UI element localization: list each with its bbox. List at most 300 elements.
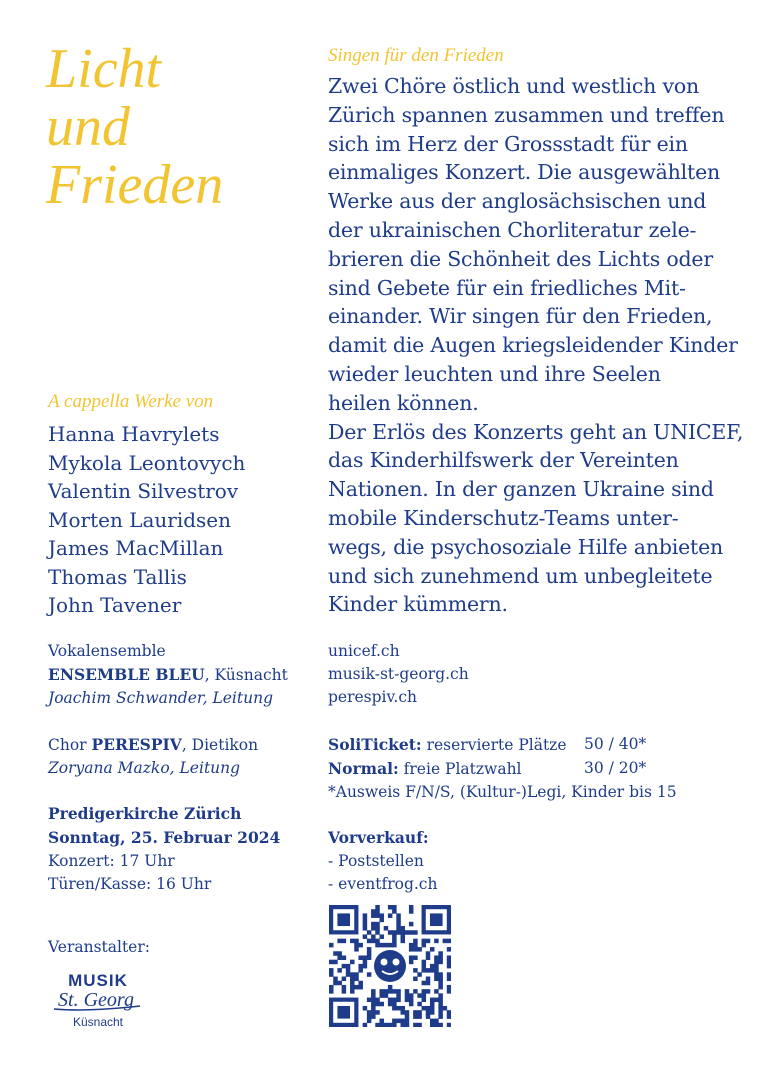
soli-label: SoliTicket: xyxy=(328,735,422,754)
qr-module xyxy=(333,977,338,982)
qr-module xyxy=(422,964,427,969)
qr-module xyxy=(413,939,418,944)
intro-line: sich im Herz der Grossstadt für ein xyxy=(328,131,688,156)
intro-line: Zwei Chöre östlich und westlich von xyxy=(328,74,700,98)
qr-module xyxy=(447,977,451,982)
frog-icon xyxy=(374,950,406,982)
qr-module xyxy=(350,972,355,977)
qr-module xyxy=(430,964,435,969)
qr-module xyxy=(375,913,380,918)
ticket-row-soli xyxy=(328,733,677,757)
qr-module xyxy=(388,985,393,990)
qr-module xyxy=(409,1002,414,1007)
qr-module xyxy=(371,926,376,931)
qr-module xyxy=(358,981,363,986)
normal-price: 30 / 20* xyxy=(584,759,647,777)
logo-mid-text: St. Georg xyxy=(58,989,134,1011)
qr-module xyxy=(350,960,355,965)
qr-module xyxy=(371,913,376,918)
qr-module xyxy=(392,1006,397,1011)
qr-module xyxy=(405,1019,410,1024)
qr-module xyxy=(417,947,422,952)
qr-module xyxy=(413,1010,418,1015)
qr-finder-center xyxy=(337,913,350,926)
qr-module xyxy=(367,955,372,960)
qr-module xyxy=(363,922,368,927)
qr-module xyxy=(375,926,380,931)
qr-module xyxy=(358,943,363,948)
presale-item-eventfrog[interactable]: - eventfrog.ch xyxy=(328,875,438,893)
links-list xyxy=(328,640,469,709)
qr-module xyxy=(350,977,355,982)
presale-heading: Vorverkauf: xyxy=(328,828,429,847)
qr-module xyxy=(388,1002,393,1007)
intro-text xyxy=(328,72,744,619)
qr-module xyxy=(358,985,363,990)
qr-module xyxy=(371,993,376,998)
qr-module xyxy=(409,947,414,952)
qr-module xyxy=(422,993,427,998)
qr-module xyxy=(363,913,368,918)
qr-module xyxy=(401,939,406,944)
ensemble-line xyxy=(48,663,288,687)
qr-module xyxy=(371,998,376,1003)
qr-module xyxy=(367,930,372,935)
qr-module xyxy=(409,993,414,998)
qr-module xyxy=(430,1006,435,1011)
qr-module xyxy=(409,922,414,927)
qr-module xyxy=(422,998,427,1003)
qr-module xyxy=(409,943,414,948)
qr-module xyxy=(384,943,389,948)
qr-module xyxy=(434,1019,439,1024)
qr-module xyxy=(388,930,393,935)
qr-module xyxy=(417,1014,422,1019)
qr-module xyxy=(363,918,368,923)
qr-module xyxy=(329,985,334,990)
link-musik-st-georg[interactable]: musik-st-georg.ch xyxy=(328,665,469,683)
qr-module xyxy=(409,930,414,935)
qr-module xyxy=(354,977,359,982)
qr-module xyxy=(388,998,393,1003)
qr-module xyxy=(438,955,443,960)
qr-module xyxy=(409,909,414,914)
qr-module xyxy=(371,1010,376,1015)
qr-module xyxy=(426,939,431,944)
qr-module xyxy=(401,934,406,939)
ensemble-name: ENSEMBLE BLEU xyxy=(48,665,205,684)
qr-module xyxy=(375,909,380,914)
qr-module xyxy=(447,989,451,994)
qr-module xyxy=(434,964,439,969)
musik-st-georg-logo xyxy=(48,968,148,1030)
intro-line: Nationen. In der ganzen Ukraine sind xyxy=(328,477,714,502)
qr-module xyxy=(354,943,359,948)
qr-module xyxy=(422,939,427,944)
soli-price: 50 / 40* xyxy=(584,735,647,753)
qr-module xyxy=(430,947,435,952)
frog-eye xyxy=(381,959,388,966)
qr-module xyxy=(417,972,422,977)
qr-module xyxy=(426,951,431,956)
qr-module xyxy=(371,1006,376,1011)
qr-module xyxy=(346,964,351,969)
qr-module xyxy=(375,905,380,910)
qr-module xyxy=(367,1014,372,1019)
qr-module xyxy=(329,972,334,977)
qr-module xyxy=(447,955,451,960)
link-perespiv[interactable]: perespiv.ch xyxy=(328,688,418,706)
qr-module xyxy=(447,960,451,965)
qr-module xyxy=(401,1019,406,1024)
qr-module xyxy=(413,930,418,935)
qr-module xyxy=(434,968,439,973)
qr-module xyxy=(337,968,342,973)
qr-module xyxy=(447,947,451,952)
qr-module xyxy=(371,1002,376,1007)
qr-module xyxy=(371,909,376,914)
intro-line: damit die Augen kriegsleidender Kinder xyxy=(328,333,738,358)
qr-module xyxy=(438,977,443,982)
intro-line: brieren die Schönheit des Lichts oder xyxy=(328,246,713,271)
qr-module xyxy=(379,993,384,998)
qr-module xyxy=(426,1006,431,1011)
qr-module xyxy=(388,943,393,948)
qr-module xyxy=(384,926,389,931)
ensemble-line xyxy=(48,733,258,757)
qr-module xyxy=(426,981,431,986)
qr-module xyxy=(447,1010,451,1015)
normal-label: Normal: xyxy=(328,759,399,778)
qr-module xyxy=(375,1002,380,1007)
qr-module xyxy=(329,960,334,965)
soli-desc: reservierte Plätze xyxy=(421,736,567,754)
qr-module xyxy=(367,947,372,952)
qr-module xyxy=(405,930,410,935)
qr-module xyxy=(367,998,372,1003)
qr-module xyxy=(371,922,376,927)
qr-module xyxy=(337,951,342,956)
qr-module xyxy=(363,960,368,965)
tickets-block xyxy=(328,733,677,804)
qr-module xyxy=(392,943,397,948)
qr-module xyxy=(426,977,431,982)
ensemble-bleu-block xyxy=(48,640,288,710)
title-line-1: Licht xyxy=(46,38,162,100)
qr-module xyxy=(405,993,410,998)
presale-block xyxy=(328,826,437,896)
qr-module xyxy=(434,977,439,982)
qr-module xyxy=(430,1002,435,1007)
qr-module xyxy=(379,943,384,948)
qr-module xyxy=(375,1023,380,1027)
qr-module xyxy=(434,998,439,1003)
qr-module xyxy=(405,1023,410,1027)
qr-module xyxy=(396,993,401,998)
qr-module xyxy=(396,1019,401,1024)
event-venue: Predigerkirche Zürich xyxy=(48,804,242,823)
qr-module xyxy=(413,977,418,982)
qr-module xyxy=(379,918,384,923)
qr-module xyxy=(375,922,380,927)
qr-module xyxy=(337,955,342,960)
qr-module xyxy=(434,972,439,977)
title-line-2: und xyxy=(46,96,130,158)
qr-module xyxy=(379,1019,384,1024)
qr-module xyxy=(354,972,359,977)
qr-module xyxy=(413,968,418,973)
qr-module xyxy=(363,955,368,960)
qr-module xyxy=(379,934,384,939)
qr-module xyxy=(392,1023,397,1027)
intro-line: Der Erlös des Konzerts geht an UNICEF, xyxy=(328,419,744,444)
qr-module xyxy=(417,1023,422,1027)
qr-module xyxy=(422,989,427,994)
qr-module xyxy=(409,955,414,960)
qr-code[interactable] xyxy=(329,905,451,1027)
qr-module xyxy=(396,918,401,923)
qr-module xyxy=(434,939,439,944)
qr-module xyxy=(363,926,368,931)
qr-module xyxy=(367,1010,372,1015)
qr-module xyxy=(379,913,384,918)
ensemble-type: Vokalensemble xyxy=(48,642,166,660)
qr-module xyxy=(417,993,422,998)
qr-module xyxy=(388,913,393,918)
qr-module xyxy=(367,939,372,944)
qr-module xyxy=(342,989,347,994)
qr-module xyxy=(413,955,418,960)
qr-module xyxy=(396,930,401,935)
event-concert-time: Konzert: 17 Uhr xyxy=(48,852,175,870)
composer-name: Mykola Leontovych xyxy=(48,450,246,475)
qr-module xyxy=(409,998,414,1003)
intro-line: sind Gebete für ein friedliches Mit- xyxy=(328,275,686,300)
qr-finder-center xyxy=(337,1006,350,1019)
qr-module xyxy=(363,1023,368,1027)
intro-line: Kinder kümmern. xyxy=(328,592,508,617)
event-date: Sonntag, 25. Februar 2024 xyxy=(48,828,281,847)
qr-module xyxy=(434,989,439,994)
qr-module xyxy=(447,939,451,944)
qr-module xyxy=(422,943,427,948)
qr-module xyxy=(401,1010,406,1015)
qr-module xyxy=(401,1023,406,1027)
qr-module xyxy=(438,993,443,998)
qr-module xyxy=(422,968,427,973)
qr-module xyxy=(384,1023,389,1027)
qr-module xyxy=(342,964,347,969)
qr-module xyxy=(438,998,443,1003)
qr-module xyxy=(392,905,397,910)
qr-module xyxy=(392,1019,397,1024)
intro-line: und sich zunehmend um unbegleitete xyxy=(328,563,713,588)
qr-module xyxy=(434,955,439,960)
qr-module xyxy=(422,960,427,965)
intro-line: wegs, die psychosoziale Hilfe anbieten xyxy=(328,534,724,559)
qr-module xyxy=(392,998,397,1003)
ensemble-director: Zoryana Mazko, Leitung xyxy=(48,759,241,777)
qr-module xyxy=(443,939,448,944)
qr-module xyxy=(396,922,401,927)
logo-top-text: MUSIK xyxy=(68,971,128,990)
qr-module xyxy=(329,968,334,973)
intro-line: einmaliges Konzert. Die ausgewählten xyxy=(328,160,721,185)
qr-module xyxy=(430,1023,435,1027)
qr-module xyxy=(358,964,363,969)
ensemble-type: Chor xyxy=(48,736,92,754)
qr-module xyxy=(363,1006,368,1011)
qr-module xyxy=(384,993,389,998)
qr-module xyxy=(409,960,414,965)
qr-module xyxy=(337,981,342,986)
qr-module xyxy=(438,981,443,986)
normal-desc: freie Platzwahl xyxy=(398,760,522,778)
qr-module xyxy=(346,972,351,977)
composers-heading: A cappella Werke von xyxy=(48,391,214,412)
qr-module xyxy=(367,1019,372,1024)
qr-module xyxy=(388,905,393,910)
qr-module xyxy=(350,985,355,990)
intro-line: Zürich spannen zusammen und treffen xyxy=(328,102,725,127)
qr-module xyxy=(392,989,397,994)
qr-module xyxy=(358,968,363,973)
qr-module xyxy=(379,1023,384,1027)
qr-module xyxy=(426,955,431,960)
qr-module xyxy=(333,981,338,986)
qr-module xyxy=(438,985,443,990)
qr-module xyxy=(363,964,368,969)
intro-line: heilen können. xyxy=(328,390,479,415)
composer-name: Thomas Tallis xyxy=(48,564,187,589)
qr-module xyxy=(392,939,397,944)
qr-module xyxy=(371,989,376,994)
qr-module xyxy=(342,955,347,960)
qr-module xyxy=(379,989,384,994)
composer-name: Valentin Silvestrov xyxy=(48,479,239,503)
intro-heading: Singen für den Frieden xyxy=(328,45,504,66)
presale-item-post: - Poststellen xyxy=(328,852,424,870)
qr-module xyxy=(396,1006,401,1011)
qr-module xyxy=(342,939,347,944)
composer-name: James MacMillan xyxy=(48,536,224,560)
qr-module xyxy=(438,1010,443,1015)
page-title xyxy=(46,40,306,214)
qr-module xyxy=(401,930,406,935)
qr-module xyxy=(392,909,397,914)
intro-line: Werke aus der anglosächsischen und xyxy=(328,189,707,214)
qr-module xyxy=(396,989,401,994)
ensemble-name: PERESPIV xyxy=(91,735,182,754)
qr-module xyxy=(350,989,355,994)
qr-module xyxy=(413,947,418,952)
qr-module xyxy=(422,981,427,986)
qr-module xyxy=(417,1010,422,1015)
qr-module xyxy=(405,998,410,1003)
qr-module xyxy=(405,989,410,994)
qr-module xyxy=(438,1006,443,1011)
qr-module xyxy=(350,939,355,944)
composer-name: John Tavener xyxy=(48,593,182,617)
qr-module xyxy=(392,934,397,939)
qr-module xyxy=(367,951,372,956)
qr-module xyxy=(417,1002,422,1007)
qr-module xyxy=(413,1014,418,1019)
title-line-3: Frieden xyxy=(46,154,224,216)
qr-module xyxy=(346,968,351,973)
qr-module xyxy=(438,1002,443,1007)
qr-module xyxy=(430,968,435,973)
qr-module xyxy=(447,1023,451,1027)
qr-module xyxy=(430,1019,435,1024)
perespiv-block xyxy=(48,733,258,780)
qr-module xyxy=(384,989,389,994)
qr-module xyxy=(447,985,451,990)
qr-module xyxy=(375,998,380,1003)
qr-module xyxy=(354,947,359,952)
qr-module xyxy=(438,1023,443,1027)
qr-module xyxy=(396,926,401,931)
qr-module xyxy=(388,989,393,994)
qr-module xyxy=(375,943,380,948)
qr-module xyxy=(426,1014,431,1019)
qr-module xyxy=(434,960,439,965)
intro-line: einander. Wir singen für den Frieden, xyxy=(328,304,713,329)
logo-bottom-text: Küsnacht xyxy=(72,1015,124,1029)
composer-name: Morten Lauridsen xyxy=(48,507,232,532)
qr-module xyxy=(409,905,414,910)
ensemble-place: , Dietikon xyxy=(181,736,259,754)
qr-module xyxy=(392,1002,397,1007)
qr-module xyxy=(413,989,418,994)
qr-module xyxy=(401,1006,406,1011)
link-unicef[interactable]: unicef.ch xyxy=(328,642,400,660)
qr-module xyxy=(443,1006,448,1011)
qr-module xyxy=(342,977,347,982)
ensemble-director: Joachim Schwander, Leitung xyxy=(48,689,273,707)
qr-module xyxy=(363,934,368,939)
qr-module xyxy=(426,968,431,973)
organizer-label: Veranstalter: xyxy=(48,938,150,956)
qr-module xyxy=(329,943,334,948)
qr-module xyxy=(337,939,342,944)
qr-module xyxy=(438,951,443,956)
qr-module xyxy=(447,964,451,969)
qr-module xyxy=(333,960,338,965)
qr-module xyxy=(413,1023,418,1027)
intro-line: der ukrainischen Chorliteratur zele- xyxy=(328,217,697,242)
ensemble-place: , Küsnacht xyxy=(204,666,288,684)
qr-module xyxy=(438,1014,443,1019)
qr-module xyxy=(371,934,376,939)
qr-module xyxy=(329,989,334,994)
intro-line: wieder leuchten und ihre Seelen xyxy=(328,361,661,386)
qr-module xyxy=(350,981,355,986)
intro-line: mobile Kinderschutz-Teams unter- xyxy=(328,505,679,530)
qr-module xyxy=(438,972,443,977)
qr-module xyxy=(405,1014,410,1019)
qr-module xyxy=(396,913,401,918)
qr-module xyxy=(430,998,435,1003)
event-details xyxy=(48,802,280,896)
qr-module xyxy=(358,955,363,960)
qr-finder-center xyxy=(430,913,443,926)
composer-list xyxy=(48,420,245,620)
event-doors-time: Türen/Kasse: 16 Uhr xyxy=(48,875,212,893)
qr-module xyxy=(438,960,443,965)
ticket-note: *Ausweis F/N/S, (Kultur-)Legi, Kinder bis 15 xyxy=(328,783,677,801)
qr-module xyxy=(434,1023,439,1027)
